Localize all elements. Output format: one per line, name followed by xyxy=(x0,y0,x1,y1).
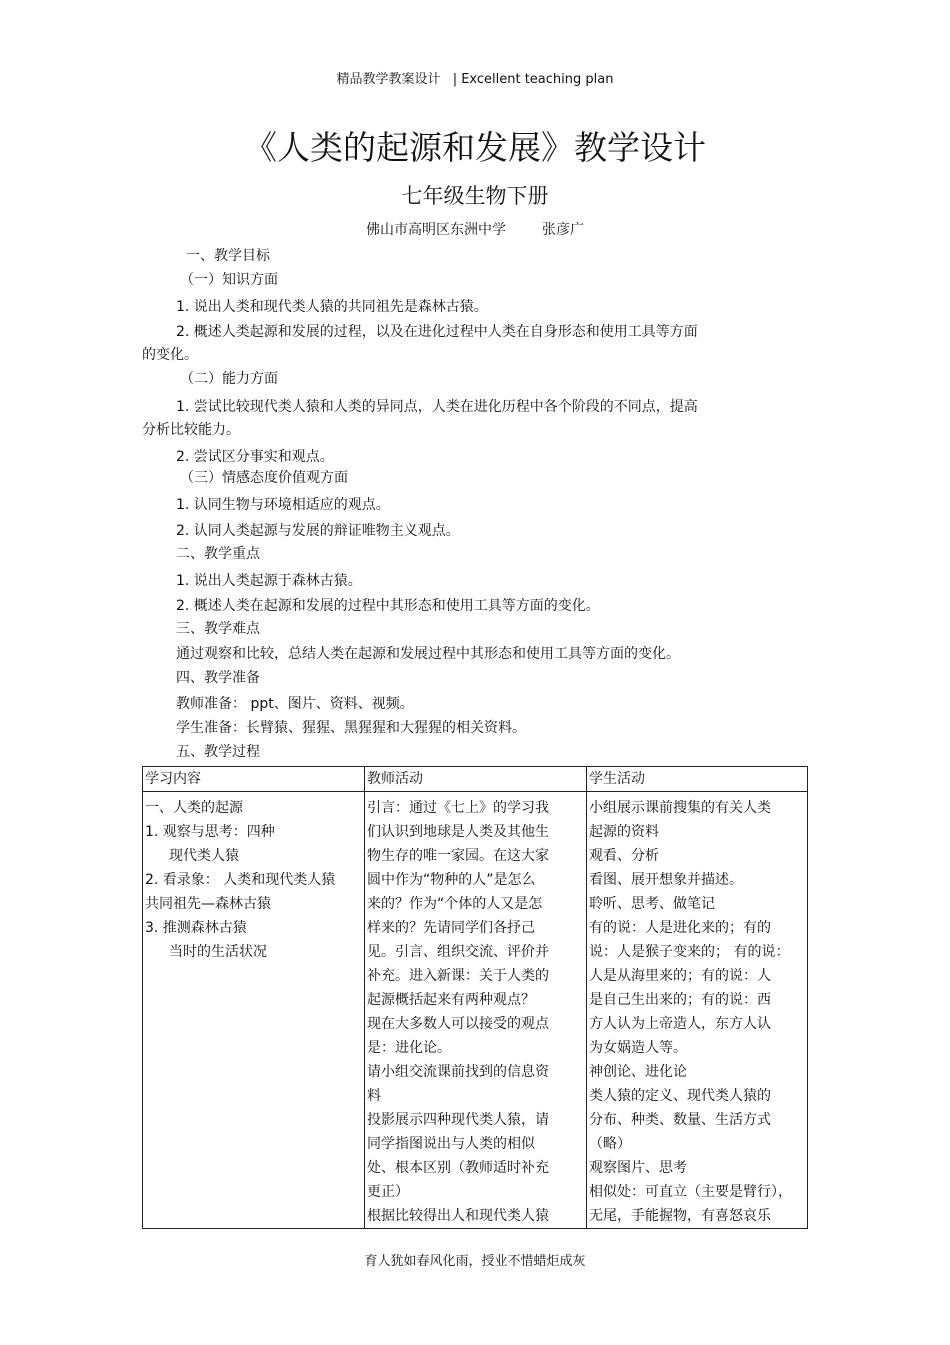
cell-line: 一、人类的起源 xyxy=(145,800,243,816)
cell-line: 类人猿的定义、现代类人猿的 xyxy=(589,1088,771,1104)
table-row xyxy=(143,792,808,1229)
cell-line: 投影展示四种现代类人猿，请 xyxy=(367,1112,549,1128)
section-heading: 五、教学过程 xyxy=(176,744,260,760)
document-title: 《人类的起源和发展》教学设计 xyxy=(244,128,706,167)
cell-line: 见。引言、组织交流、评价并 xyxy=(367,944,549,960)
cell-line: 起源的资料 xyxy=(589,824,659,840)
cell-line: 3. 推测森林古猿 xyxy=(145,920,247,936)
cell-line: 共同祖先—森林古猿 xyxy=(145,896,271,912)
subsection-heading: （二）能力方面 xyxy=(180,371,278,387)
cell-line: 小组展示课前搜集的有关人类 xyxy=(589,800,771,816)
author-line xyxy=(0,219,950,239)
page-header xyxy=(0,68,950,87)
cell-line: 现代类人猿 xyxy=(169,848,239,864)
document-subtitle: 七年级生物下册 xyxy=(401,184,549,208)
list-item: 2. 概述人类在起源和发展的过程中其形态和使用工具等方面的变化。 xyxy=(176,598,600,614)
subsection-heading: （三）情感态度价值观方面 xyxy=(180,470,348,486)
cell-line: 请小组交流课前找到的信息资 xyxy=(367,1064,549,1080)
cell-line: 样来的？先请同学们各抒己 xyxy=(367,920,535,936)
cell-line: 圆中作为“物种的人”是怎么 xyxy=(367,872,536,888)
table-header-cell: 学生活动 xyxy=(587,767,808,792)
learning-content-cell xyxy=(143,792,365,1229)
cell-line: 更正） xyxy=(367,1184,409,1200)
section-heading: 三、教学难点 xyxy=(176,621,260,637)
cell-line: 方人认为上帝造人，东方人认 xyxy=(589,1016,771,1032)
list-item: 1. 说出人类和现代类人猿的共同祖先是森林古猿。 xyxy=(176,299,488,315)
table-header-cell: 教师活动 xyxy=(365,767,587,792)
section-heading: 一、教学目标 xyxy=(186,248,270,264)
table-header-cell: 学习内容 xyxy=(143,767,365,792)
section-heading: 二、教学重点 xyxy=(176,546,260,562)
cell-line: 补充。进入新课：关于人类的 xyxy=(367,968,549,984)
cell-line: 看图、展开想象并描述。 xyxy=(589,872,743,888)
paragraph: 教师准备： ppt、图片、资料、视频。 xyxy=(176,696,414,712)
cell-line: 料 xyxy=(367,1088,381,1104)
student-activity-cell xyxy=(587,792,808,1229)
cell-line: 来的？作为“个体的人又是怎 xyxy=(367,896,543,912)
list-item: 1. 说出人类起源于森林古猿。 xyxy=(176,573,362,589)
cell-line: 是自己生出来的；有的说：西 xyxy=(589,992,771,1008)
paragraph: 通过观察和比较，总结人类在起源和发展过程中其形态和使用工具等方面的变化。 xyxy=(176,646,680,662)
cell-line: 们认识到地球是人类及其他生 xyxy=(367,824,549,840)
cell-line: 处、根本区别（教师适时补充 xyxy=(367,1160,549,1176)
cell-line: 相似处：可直立（主要是臂行）， xyxy=(589,1184,792,1200)
cell-line: 有的说：人是进化来的；有的 xyxy=(589,920,771,936)
list-item-continuation: 的变化。 xyxy=(142,347,198,363)
subsection-heading: （一）知识方面 xyxy=(180,272,278,288)
list-item: 1. 尝试比较现代类人猿和人类的异同点，人类在进化历程中各个阶段的不同点，提高 xyxy=(176,399,698,415)
cell-line: 为女娲造人等。 xyxy=(589,1040,687,1056)
cell-line: 物生存的唯一家园。在这大家 xyxy=(367,848,549,864)
cell-line: （略） xyxy=(589,1136,631,1152)
section-heading: 四、教学准备 xyxy=(176,670,260,686)
cell-line: 观看、分析 xyxy=(589,848,659,864)
cell-line: 根据比较得出人和现代类人猿 xyxy=(367,1208,549,1224)
cell-line: 引言：通过《七上》的学习我 xyxy=(367,800,549,816)
cell-line: 现在大多数人可以接受的观点 xyxy=(367,1016,549,1032)
cell-line: 是：进化论。 xyxy=(367,1040,451,1056)
cell-line: 2. 看录象： 人类和现代类人猿 xyxy=(145,872,336,888)
cell-line: 起源概括起来有两种观点？ xyxy=(367,992,535,1008)
cell-line: 分布、种类、数量、生活方式 xyxy=(589,1112,771,1128)
list-item: 2. 认同人类起源与发展的辩证唯物主义观点。 xyxy=(176,523,460,539)
cell-line: 当时的生活状况 xyxy=(169,944,267,960)
teaching-process-table xyxy=(142,766,808,1229)
paragraph: 学生准备：长臂猿、猩猩、黑猩猩和大猩猩的相关资料。 xyxy=(176,720,526,736)
author-name: 张彦广 xyxy=(542,222,584,238)
cell-line: 无尾，手能握物，有喜怒哀乐 xyxy=(589,1208,771,1224)
cell-line: 1. 观察与思考：四种 xyxy=(145,824,275,840)
cell-line: 同学指图说出与人类的相似 xyxy=(367,1136,535,1152)
list-item: 2. 概述人类起源和发展的过程，以及在进化过程中人类在自身形态和使用工具等方面 xyxy=(176,324,698,340)
teacher-activity-cell xyxy=(365,792,587,1229)
cell-line: 聆听、思考、做笔记 xyxy=(589,896,715,912)
list-item: 1. 认同生物与环境相适应的观点。 xyxy=(176,497,390,513)
author-school: 佛山市高明区东洲中学 xyxy=(366,222,506,238)
cell-line: 说：人是猴子变来的； 有的说： xyxy=(589,944,790,960)
header-left: 精品教学教案设计 xyxy=(336,72,441,87)
list-item-continuation: 分析比较能力。 xyxy=(142,422,240,438)
page-footer: 育人犹如春风化雨，授业不惜蜡炬成灰 xyxy=(364,1254,586,1269)
list-item: 2. 尝试区分事实和观点。 xyxy=(176,449,334,465)
cell-line: 神创论、进化论 xyxy=(589,1064,687,1080)
table-header-row xyxy=(143,767,808,792)
cell-line: 观察图片、思考 xyxy=(589,1160,687,1176)
cell-line: 人是从海里来的；有的说：人 xyxy=(589,968,771,984)
header-right: | Excellent teaching plan xyxy=(452,72,614,87)
